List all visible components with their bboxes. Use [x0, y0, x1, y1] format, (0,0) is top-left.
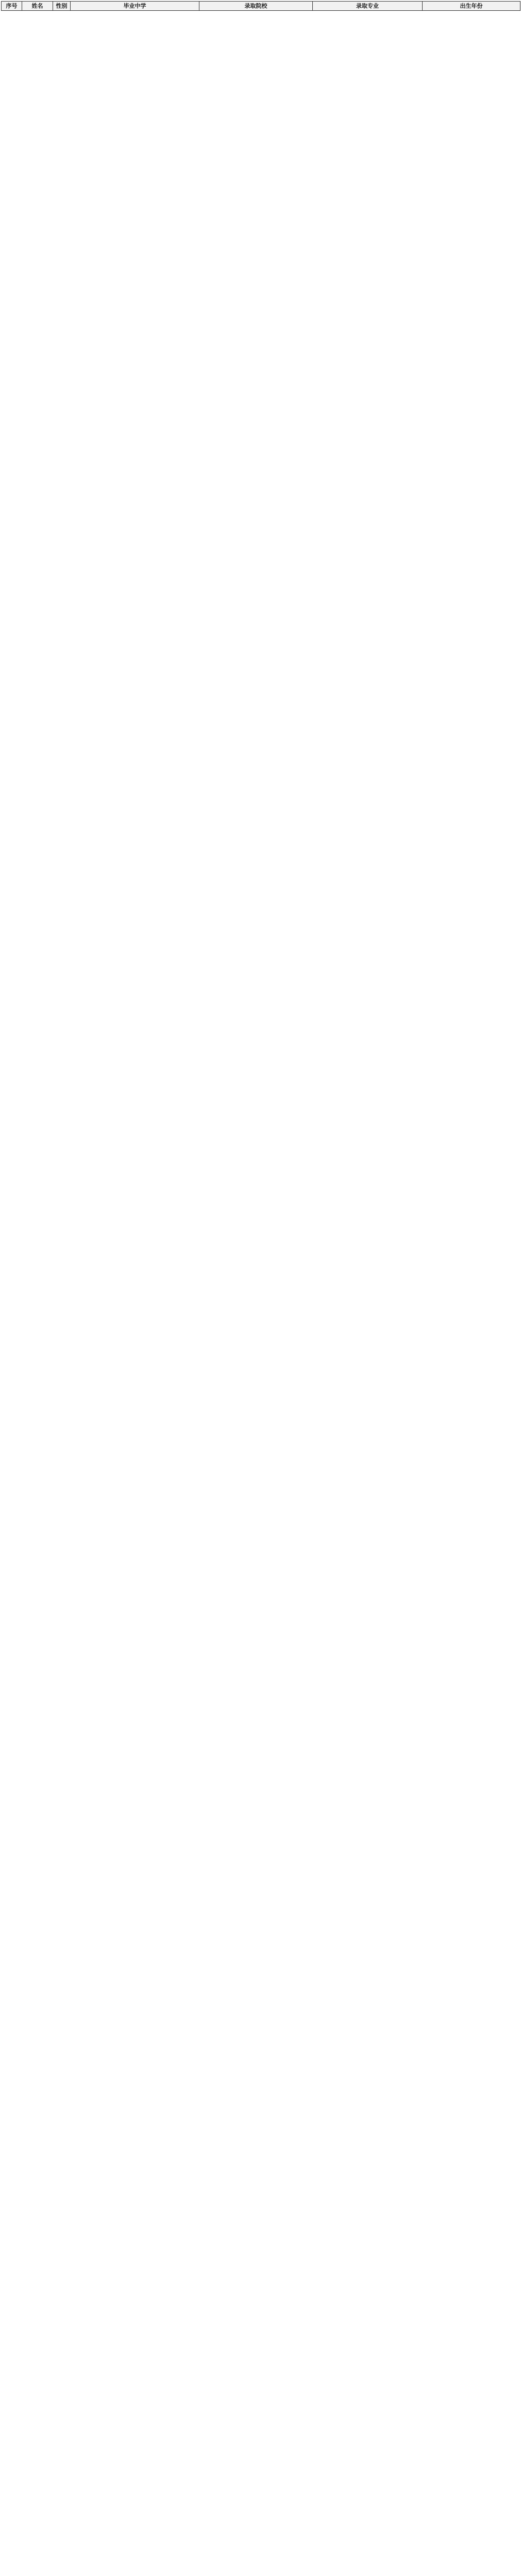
- header-school: 毕业中学: [71, 2, 199, 11]
- table-header-row: [2, 2, 520, 11]
- header-name: 姓名: [22, 2, 53, 11]
- admission-table: [1, 1, 520, 11]
- header-index: 序号: [2, 2, 22, 11]
- header-sex: 性别: [53, 2, 71, 11]
- header-major: 录取专业: [313, 2, 423, 11]
- header-university: 录取院校: [199, 2, 313, 11]
- header-type: 出生年份: [423, 2, 520, 11]
